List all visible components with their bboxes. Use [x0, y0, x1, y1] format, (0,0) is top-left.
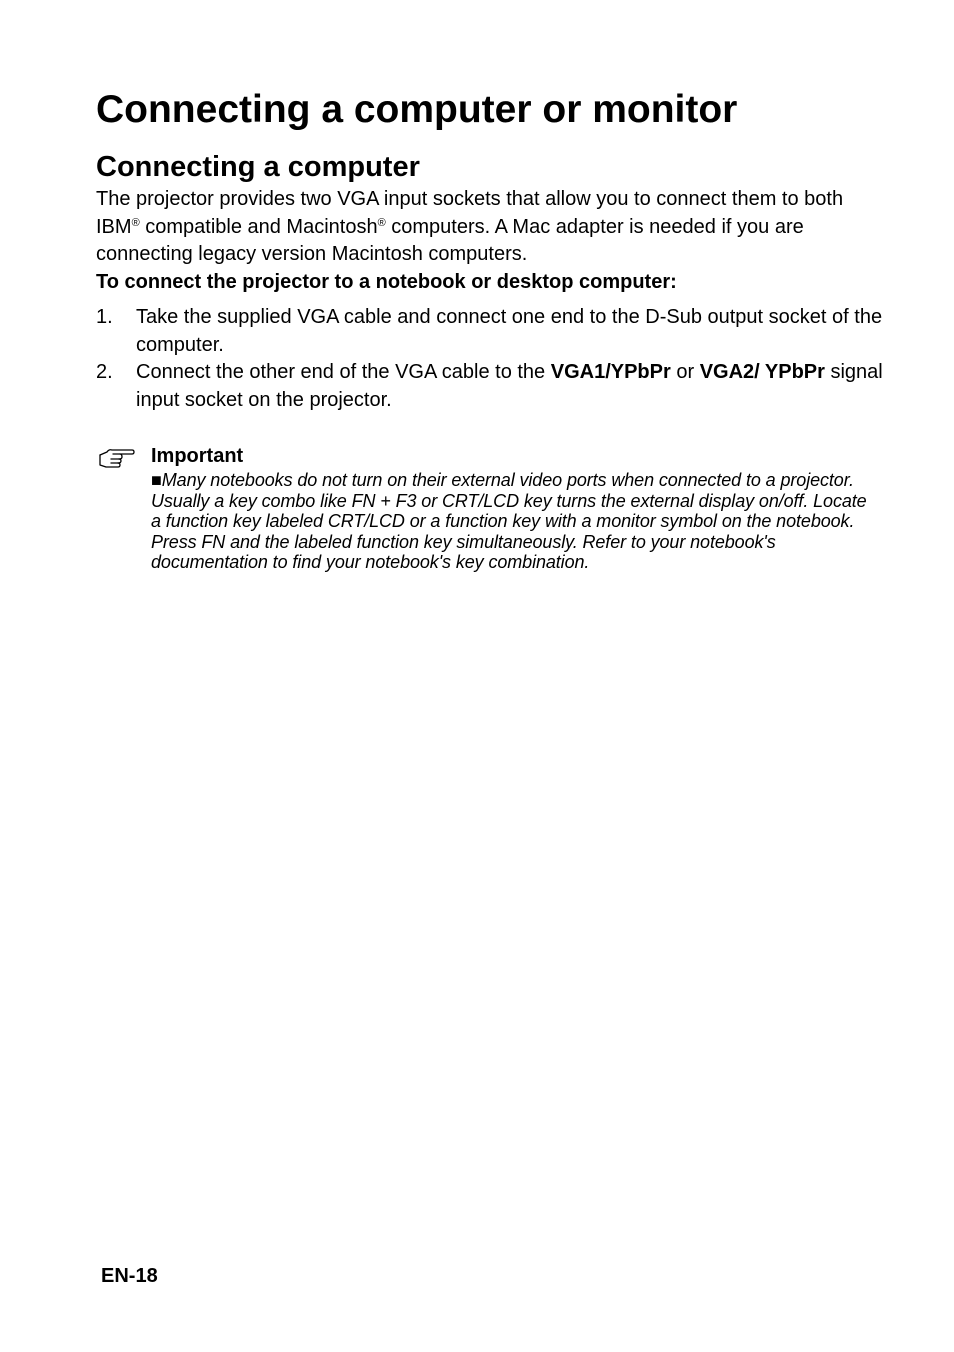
- step-item: [96, 359, 886, 414]
- step-text-middle: or: [670, 361, 700, 383]
- step-text-after: signal input socket on the projector.: [136, 361, 883, 411]
- steps-list: [96, 304, 886, 414]
- intro-paragraph: [96, 186, 886, 269]
- step-text: Take the supplied VGA cable and connect one end to the D-Sub output socket of the computer.: [136, 306, 883, 356]
- registered-mark: ®: [377, 216, 386, 229]
- socket-name-vga1: VGA1/YPbPr: [550, 361, 671, 383]
- step-item: [96, 304, 886, 359]
- square-bullet-icon: ■: [151, 470, 162, 490]
- section-title: Connecting a computer: [96, 151, 420, 183]
- instruction-heading: To connect the projector to a notebook or desktop computer:: [96, 271, 677, 293]
- step-number: 1.: [96, 306, 113, 328]
- socket-name-vga2: VGA2/ YPbPr: [699, 361, 825, 383]
- step-text: [136, 361, 883, 411]
- step-text-before: Connect the other end of the VGA cable to the: [136, 361, 551, 383]
- pointing-hand-icon: [98, 446, 136, 470]
- page-title: Connecting a computer or monitor: [96, 88, 738, 131]
- page-number: EN-18: [101, 1265, 158, 1287]
- intro-text-part3: computers. A Mac adapter is needed if you are connecting legacy version Macintosh computers.: [96, 215, 804, 265]
- important-heading: Important: [151, 445, 244, 467]
- intro-text-part1: The projector provides two VGA input sockets that allow you to connect them to both IBM: [96, 188, 844, 238]
- intro-text-part2: compatible and Macintosh: [139, 215, 378, 238]
- registered-mark: ®: [131, 216, 140, 229]
- important-note: [151, 470, 871, 573]
- step-number: 2.: [96, 361, 113, 383]
- important-note-text: Many notebooks do not turn on their external video ports when connected to a projector. Usually a key combo like FN + F3 or CRT/LCD key turns the external display on/off. Locate a function key labeled CRT/LCD or a function key with a monitor symbol on the notebook. Press FN and the labeled function key simultaneously. Refer to your notebook's documentation to find your notebook's key combination.: [151, 470, 867, 572]
